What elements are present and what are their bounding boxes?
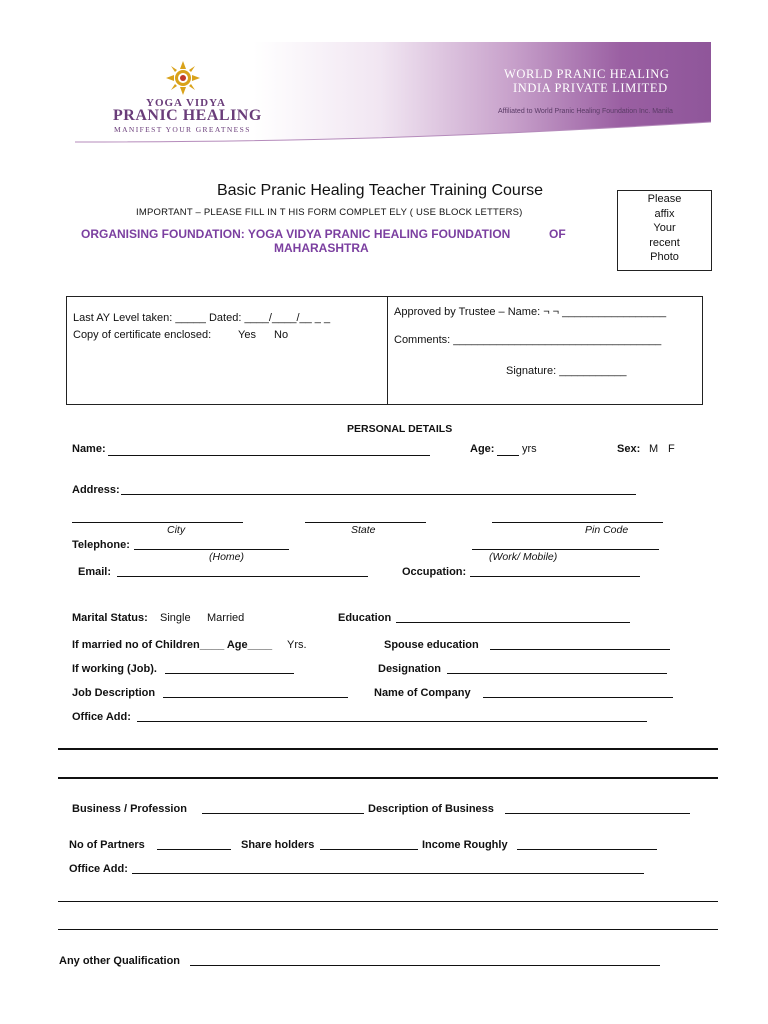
- designation-label: Designation: [378, 663, 441, 675]
- income-field[interactable]: [517, 849, 657, 850]
- partners-label: No of Partners: [69, 839, 145, 851]
- business-office-address-field[interactable]: [132, 873, 644, 874]
- state-caption: State: [351, 524, 376, 536]
- city-caption: City: [167, 524, 186, 536]
- business-office-address-line-2[interactable]: [58, 901, 718, 902]
- photo-box-line: Please: [647, 193, 682, 205]
- marital-married-option[interactable]: Married: [207, 612, 245, 624]
- marital-status-label: Marital Status:: [72, 612, 148, 624]
- logo-yoga-vidya: YOGA VIDYA: [146, 97, 226, 109]
- marital-single-option[interactable]: Single: [160, 612, 191, 624]
- home-caption: (Home): [209, 551, 245, 563]
- sex-female-option[interactable]: F: [668, 443, 675, 455]
- certificate-no-option[interactable]: No: [274, 329, 289, 341]
- pin-code-caption: Pin Code: [585, 524, 629, 536]
- business-description-field[interactable]: [505, 813, 690, 814]
- company-name-line1: WORLD PRANIC HEALING: [504, 67, 670, 81]
- job-description-field[interactable]: [163, 697, 348, 698]
- photo-box-line: Photo: [650, 251, 679, 263]
- name-label: Name:: [72, 443, 106, 455]
- sun-logo-icon: [165, 60, 201, 96]
- spouse-education-label: Spouse education: [384, 639, 479, 651]
- affiliation-text: Affiliated to World Pranic Healing Foundation Inc. Manila: [498, 108, 673, 115]
- other-qualification-field[interactable]: [190, 965, 660, 966]
- business-office-address-line-3[interactable]: [58, 929, 718, 930]
- education-field[interactable]: [396, 622, 630, 623]
- work-caption: (Work/ Mobile): [489, 551, 558, 563]
- designation-field[interactable]: [447, 673, 667, 674]
- business-profession-label: Business / Profession: [72, 803, 187, 815]
- ay-box-divider: [387, 296, 388, 405]
- trustee-name-field[interactable]: Approved by Trustee – Name: ¬ ¬ _________________: [394, 306, 667, 318]
- partners-field[interactable]: [157, 849, 231, 850]
- company-name-field[interactable]: [483, 697, 673, 698]
- sex-male-option[interactable]: M: [649, 443, 659, 455]
- important-note: IMPORTANT – PLEASE FILL IN T HIS FORM COMPLET ELY ( USE BLOCK LETTERS): [136, 207, 523, 218]
- certificate-yes-option[interactable]: Yes: [238, 329, 256, 341]
- company-name-label: Name of Company: [374, 687, 471, 699]
- ay-level-field[interactable]: Last AY Level taken: _____ Dated: ____/____/__ _ _: [73, 312, 331, 324]
- office-address-line-3[interactable]: [58, 777, 718, 779]
- sex-label: Sex:: [617, 443, 641, 455]
- photo-box-line: affix: [654, 207, 675, 220]
- pin-code-field[interactable]: [492, 522, 663, 523]
- name-field[interactable]: [108, 455, 430, 456]
- email-field[interactable]: [117, 576, 368, 577]
- spouse-education-field[interactable]: [490, 649, 670, 650]
- other-qualification-label: Any other Qualification: [59, 955, 181, 967]
- trustee-signature-field[interactable]: Signature: ___________: [506, 365, 627, 377]
- telephone-home-field[interactable]: [134, 549, 289, 550]
- photo-box[interactable]: [617, 190, 712, 271]
- form-title: Basic Pranic Healing Teacher Training Course: [216, 182, 544, 199]
- children-label: If married no of Children____ Age____: [72, 639, 273, 651]
- address-label: Address:: [72, 484, 120, 496]
- occupation-label: Occupation:: [402, 566, 467, 578]
- office-address-line-2[interactable]: [58, 748, 718, 750]
- business-office-address-label: Office Add:: [69, 863, 128, 875]
- age-label: Age:: [470, 443, 495, 455]
- office-address-label: Office Add:: [72, 711, 131, 723]
- organising-foundation-line2: MAHARASHTRA: [274, 241, 369, 255]
- office-address-field[interactable]: [137, 721, 647, 722]
- children-age-unit: Yrs.: [287, 639, 307, 651]
- email-label: Email:: [78, 566, 112, 578]
- certificate-enclosed-label: Copy of certificate enclosed:: [73, 329, 212, 341]
- occupation-field[interactable]: [470, 576, 640, 577]
- telephone-work-field[interactable]: [472, 549, 659, 550]
- city-field[interactable]: [72, 522, 243, 523]
- organising-foundation-of: OF: [549, 227, 566, 241]
- personal-details-heading: PERSONAL DETAILS: [347, 423, 453, 435]
- company-name-line2: INDIA PRIVATE LIMITED: [513, 81, 668, 95]
- income-label: Income Roughly: [422, 839, 508, 851]
- working-field[interactable]: [165, 673, 294, 674]
- telephone-label: Telephone:: [72, 539, 130, 551]
- education-label: Education: [338, 612, 392, 624]
- working-label: If working (Job).: [72, 663, 157, 675]
- shareholders-field[interactable]: [320, 849, 418, 850]
- age-unit: yrs: [522, 443, 537, 455]
- business-profession-field[interactable]: [202, 813, 364, 814]
- trustee-comments-field[interactable]: Comments: __________________________________: [394, 334, 662, 346]
- job-description-label: Job Description: [72, 687, 156, 699]
- business-description-label: Description of Business: [368, 803, 494, 815]
- shareholders-label: Share holders: [241, 839, 315, 851]
- age-field[interactable]: [497, 455, 519, 456]
- photo-box-line: Your: [653, 222, 676, 234]
- address-field[interactable]: [121, 494, 636, 495]
- state-field[interactable]: [305, 522, 426, 523]
- logo-pranic-healing: PRANIC HEALING: [113, 107, 262, 124]
- logo-tagline: MANIFEST YOUR GREATNESS: [114, 125, 251, 134]
- organising-foundation-line1: ORGANISING FOUNDATION: YOGA VIDYA PRANIC HEALING FOUNDATION: [81, 227, 511, 241]
- photo-box-line: recent: [649, 236, 680, 249]
